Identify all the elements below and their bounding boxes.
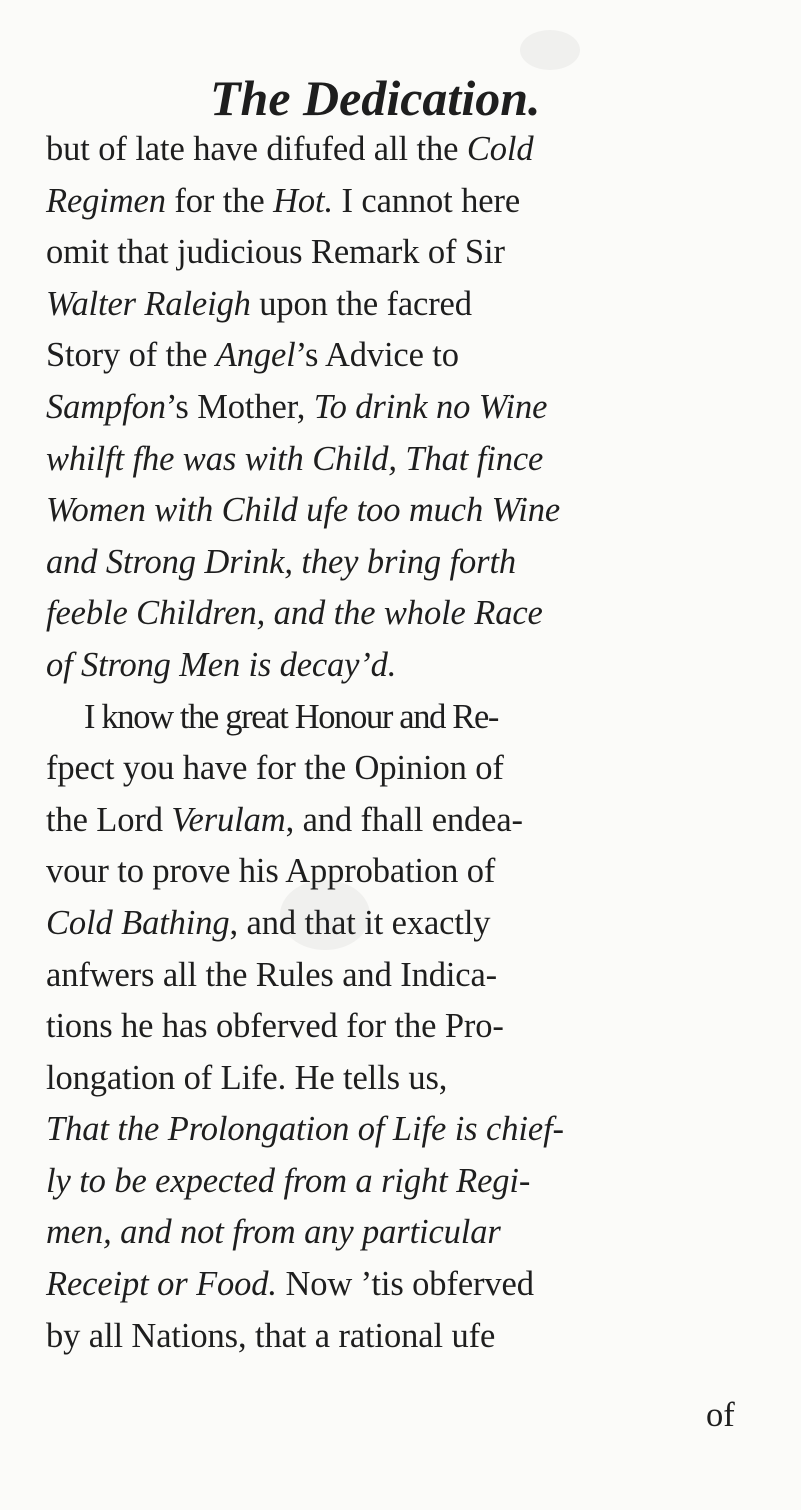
roman-text: , and that it exactly bbox=[229, 903, 491, 942]
text-line bbox=[46, 485, 756, 537]
roman-text: anfwers all the Rules and Indica- bbox=[46, 955, 498, 994]
italic-text: whilft fhe was with Child, That fince bbox=[46, 439, 544, 478]
italic-text: feeble Children, and the whole Race bbox=[46, 594, 543, 633]
text-line bbox=[46, 588, 756, 640]
text-line bbox=[46, 330, 756, 382]
italic-text: Angel bbox=[215, 336, 296, 375]
catchword: of bbox=[706, 1396, 735, 1434]
italic-text: To drink no Wine bbox=[313, 387, 548, 426]
italic-text: Women with Child ufe too much Wine bbox=[46, 491, 561, 530]
body-text bbox=[46, 124, 756, 1362]
roman-text: I cannot here bbox=[333, 181, 521, 220]
text-line bbox=[46, 1207, 756, 1259]
roman-text: longation of Life. He tells us, bbox=[46, 1058, 448, 1097]
roman-text: Now ’tis obferved bbox=[276, 1265, 534, 1304]
italic-text: That the Prolongation of Life is chief- bbox=[46, 1110, 564, 1149]
text-line bbox=[46, 1156, 756, 1208]
text-line bbox=[46, 795, 756, 847]
italic-text: Cold Bathing bbox=[46, 903, 230, 942]
roman-text: Story of the bbox=[46, 336, 216, 375]
roman-text: ’s Mother, bbox=[165, 387, 314, 426]
roman-text: for the bbox=[165, 181, 274, 220]
roman-text: fpect you have for the Opinion of bbox=[46, 749, 504, 788]
text-line bbox=[46, 1104, 756, 1156]
italic-text: Hot. bbox=[273, 181, 333, 220]
text-line bbox=[46, 279, 756, 331]
text-line bbox=[46, 537, 756, 589]
roman-text: , and fhall endea- bbox=[285, 800, 523, 839]
text-line bbox=[46, 846, 756, 898]
text-line bbox=[46, 124, 756, 176]
italic-text: of Strong Men is decay’d. bbox=[46, 645, 397, 684]
italic-text: ly to be expected from a right Regi- bbox=[46, 1161, 531, 1200]
italic-text: men, and not from any particular bbox=[46, 1213, 501, 1252]
text-line bbox=[46, 176, 756, 228]
text-line bbox=[46, 692, 756, 744]
text-line bbox=[46, 1053, 756, 1105]
roman-text: vour to prove his Approbation of bbox=[46, 852, 496, 891]
text-line bbox=[46, 1001, 756, 1053]
text-line bbox=[46, 434, 756, 486]
text-line bbox=[46, 382, 756, 434]
text-line bbox=[46, 950, 756, 1002]
text-line bbox=[46, 1311, 756, 1363]
italic-text: Receipt or Food. bbox=[46, 1265, 277, 1304]
roman-text: omit that judicious Remark of Sir bbox=[46, 233, 505, 272]
roman-text: the Lord bbox=[46, 800, 172, 839]
running-head: The Dedication. bbox=[210, 70, 541, 126]
text-line bbox=[46, 640, 756, 692]
roman-text: ’s Advice to bbox=[295, 336, 459, 375]
text-line bbox=[46, 743, 756, 795]
text-line bbox=[46, 227, 756, 279]
italic-text: Verulam bbox=[171, 800, 286, 839]
italic-text: Regimen bbox=[46, 181, 166, 220]
italic-text: Walter Raleigh bbox=[46, 284, 251, 323]
roman-text: by all Nations, that a rational ufe bbox=[46, 1316, 496, 1355]
italic-text: Cold bbox=[466, 130, 534, 168]
paper-stain bbox=[520, 30, 580, 70]
roman-text: tions he has obferved for the Pro- bbox=[46, 1007, 504, 1046]
roman-text: but of late have difufed all the bbox=[46, 130, 467, 168]
text-line bbox=[46, 898, 756, 950]
italic-text: and Strong Drink, they bring forth bbox=[46, 542, 517, 581]
roman-text: upon the facred bbox=[250, 284, 472, 323]
text-line bbox=[46, 1259, 756, 1311]
roman-text: I know the great Honour and Re- bbox=[84, 697, 499, 736]
italic-text: Sampfon bbox=[46, 387, 166, 426]
